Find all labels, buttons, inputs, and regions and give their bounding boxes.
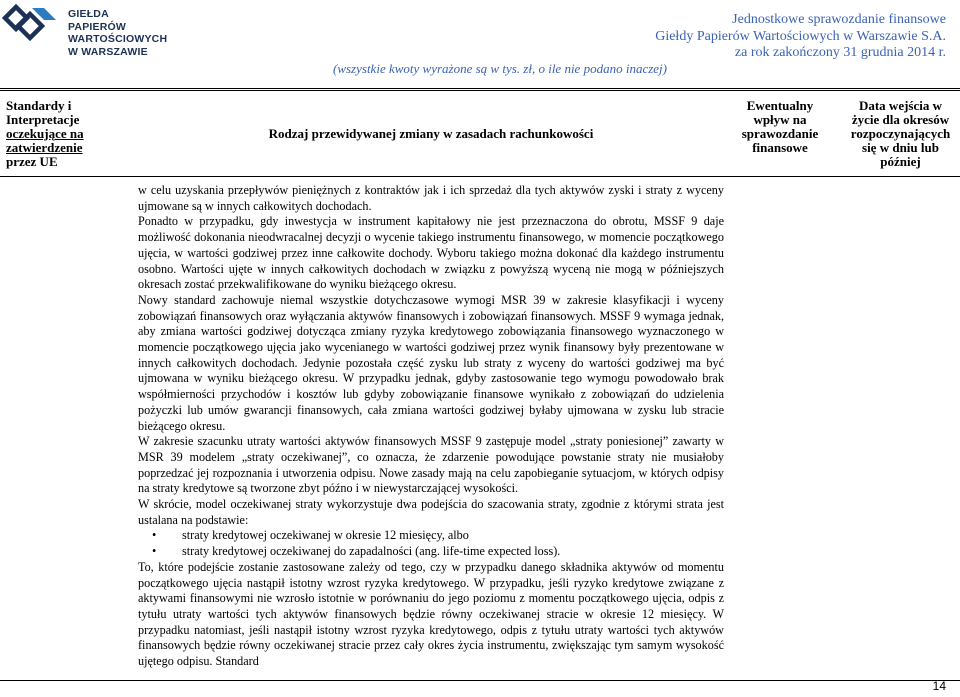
page-header xyxy=(0,0,960,88)
logo-text xyxy=(68,8,167,58)
page-bottom-rule xyxy=(0,680,960,681)
gpw-logo-mark-icon xyxy=(2,4,58,44)
column-header-impact xyxy=(726,99,834,155)
header-line: wpływ na xyxy=(753,112,807,127)
header-line: Ewentualny xyxy=(746,98,814,113)
header-line: życie dla okresów xyxy=(851,112,950,127)
paragraph: W zakresie szacunku utraty wartości aktywów finansowych MSSF 9 zastępuje model „straty poniesionej” zawarty w MSR 39 modelem „straty oczekiwanej”, co oznacza, że zdarzenie powodujące powstanie straty nie musiałoby poprzedzać jej rozpoznania i utworzenia odpisu. Nowe zasady mają na celu zapobieganie sytuacjom, w których odpisy na straty kredytowe są tworzone zbyt późno i w niewystarczającej wysokości. xyxy=(138,434,724,496)
header-line: Standardy i xyxy=(6,98,72,113)
paragraph: w celu uzyskania przepływów pieniężnych z kontraktów jak i ich sprzedaż dla tych aktywów zyski i straty z wyceny ujmowane są w innych całkowitych dochodach. xyxy=(138,183,724,213)
bullet-text: straty kredytowej oczekiwanej w okresie 12 miesięcy, albo xyxy=(182,528,469,543)
bullet-icon: • xyxy=(152,544,157,559)
report-title-line: za rok zakończony 31 grudnia 2014 r. xyxy=(734,45,946,60)
bullet-list xyxy=(138,528,724,559)
header-line: finansowe xyxy=(752,140,808,155)
table-top-rule xyxy=(0,88,960,91)
header-line: przez UE xyxy=(6,154,58,169)
report-title-line: Giełdy Papierów Wartościowych w Warszawie S.A. xyxy=(655,28,946,44)
change-description xyxy=(138,183,724,670)
page-number: 14 xyxy=(932,679,946,693)
logo-text-line: W WARSZAWIE xyxy=(68,45,148,58)
header-line: sprawozdanie xyxy=(741,126,819,141)
paragraph: Nowy standard zachowuje niemal wszystkie dotychczasowe wymogi MSR 39 w zakresie klasyfikacji i wyceny zobowiązań finansowych oraz wyłączania aktywów finansowych i zobowiązań finansowych. MSSF 9 wymaga jednak, aby zmiana wartości godziwej dotycząca zmiany ryzyka kredytowego zobowiązania finansowego wyznaczonego w momencie początkowego ujęcia jako wycenianego w wartości godziwej przez wynik finansowy były prezentowane w innych całkowitych dochodach. Jedynie pozostała część zysku lub straty z wyceny do wartości godziwej ma być ujmowana w wyniku bieżącego okresu. W przypadku jednak, gdyby zastosowanie tego wymogu powodowało brak współmierności przychodów i kosztów lub gdyby zobowiązanie finansowe wynikało z zobowiązań do udzielenia pożyczki lub umów gwarancji finansowych, cała zmiana wartości godziwej byłaby ujmowana w zysku lub stracie bieżącego okresu. xyxy=(138,292,724,433)
paragraph: To, które podejście zostanie zastosowane zależy od tego, czy w przypadku danego składnika aktywów od momentu początkowego ujęcia nastąpił istotny wzrost ryzyka kredytowego. W przypadku, jeśli ryzyko kredytowe związane z aktywami finansowymi nie wzrosło istotnie w porównaniu do jego poziomu z momentu początkowego ujęcia, odpis z tytułu utraty wartości tych aktywów finansowych będzie równy oczekiwanej stracie w okresie 12 miesięcy. W przypadku natomiast, jeśli nastąpił istotny wzrost ryzyka kredytowego, odpis z tytułu utraty wartości tych aktywów finansowych będzie równy oczekiwanej stracie przez cały okres życia instrumentu, zwiększając tym samym wysokość ujętego odpisu. Standard xyxy=(138,559,724,669)
amounts-note: (wszystkie kwoty wyrażone są w tys. zł, o ile nie podano inaczej) xyxy=(333,61,667,76)
gpw-logo xyxy=(2,4,168,58)
column-header-change-type: Rodzaj przewidywanej zmiany w zasadach rachunkowości xyxy=(268,126,594,141)
bullet-text: straty kredytowej oczekiwanej do zapadalności (ang. life-time expected loss). xyxy=(182,544,561,559)
report-title-line: Jednostkowe sprawozdanie finansowe xyxy=(732,12,946,27)
bullet-item xyxy=(138,528,724,544)
header-line: Data wejścia w xyxy=(858,98,943,113)
column-header-standards xyxy=(6,99,116,169)
paragraph: W skrócie, model oczekiwanej straty wykorzystuje dwa podejścia do szacowania straty, zgodnie z którymi strata jest ustalana na podstawie: xyxy=(138,497,724,527)
column-header-effective-date xyxy=(843,99,958,169)
header-line: się w dniu lub xyxy=(862,140,939,155)
header-line: rozpoczynających xyxy=(850,126,951,141)
header-line: oczekujące na xyxy=(6,126,84,141)
logo-text-line: GIEŁDA PAPIERÓW xyxy=(68,8,126,33)
header-line: Interpretacje xyxy=(6,112,80,127)
report-title xyxy=(655,12,946,62)
table-header-rule xyxy=(0,176,960,177)
bullet-icon: • xyxy=(152,528,157,543)
header-line: zatwierdzenie xyxy=(6,140,83,155)
paragraph: Ponadto w przypadku, gdy inwestycja w instrument kapitałowy nie jest przeznaczona do obrotu, MSSF 9 daje możliwość dokonania nieodwracalnej decyzji o wycenie takiego instrumentu finansowego, w momencie początkowego ujęcia, w wartości godziwej przez inne całkowite dochody. Wyboru takiego można dokonać dla każdego instrumentu osobno. Wartości ujęte w innych całkowitych dochodach w związku z powyższą wyceną nie mogą w późniejszych okresach zostać przekwalifikowane do wyniku bieżącego okresu. xyxy=(138,214,724,292)
bullet-item xyxy=(138,544,724,560)
header-line: później xyxy=(880,154,921,169)
logo-text-line: WARTOŚCIOWYCH xyxy=(68,33,168,45)
